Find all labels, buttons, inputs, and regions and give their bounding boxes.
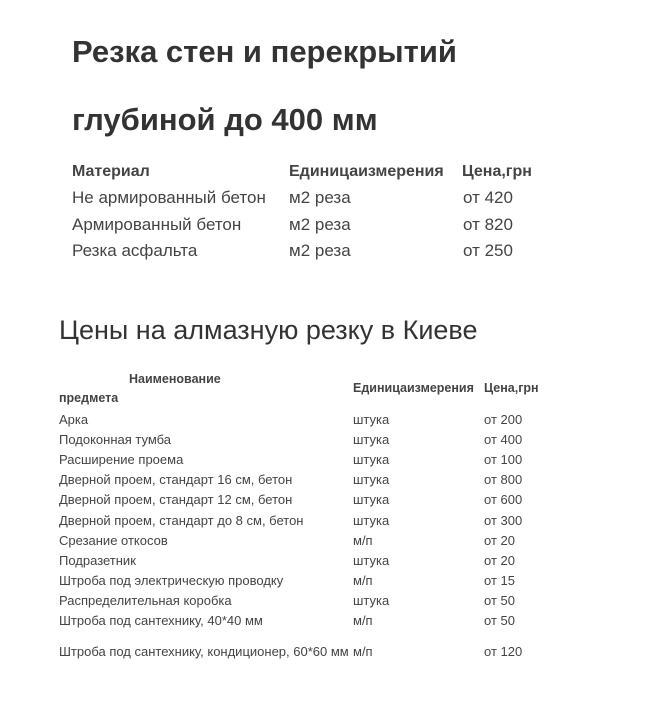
section1-title-line1: Резка стен и перекрытий <box>72 34 457 69</box>
cell-unit: м2 реза <box>289 188 351 208</box>
section1-title <box>72 18 632 154</box>
column-header-price: Цена,грн <box>484 381 539 395</box>
cell-unit: м/п <box>353 573 373 589</box>
cell-unit: штука <box>353 492 390 508</box>
table-row <box>72 185 553 212</box>
cell-price: от 50 <box>484 613 515 629</box>
cell-unit: штука <box>353 411 390 427</box>
cell-material: Армированный бетон <box>72 214 242 234</box>
table-row <box>59 490 574 510</box>
column-header-unit: Единицаизмерения <box>353 381 474 395</box>
cell-item: Срезание откосов <box>59 532 168 548</box>
table-row <box>59 510 574 530</box>
cell-item: Дверной проем, стандарт 16 см, бетон <box>59 472 293 488</box>
cell-unit: штука <box>353 512 390 528</box>
cell-price: от 200 <box>484 411 523 427</box>
cell-price: от 400 <box>484 431 523 447</box>
cell-price: от 20 <box>484 552 515 568</box>
cell-item: Арка <box>59 411 89 427</box>
table-row <box>59 429 574 449</box>
table-header-row <box>72 159 553 185</box>
column-header-material: Материал <box>72 163 150 180</box>
cell-unit: штука <box>353 552 390 568</box>
cell-unit: штука <box>353 451 390 467</box>
cell-unit: м/п <box>353 532 373 548</box>
cell-price: от 600 <box>484 492 523 508</box>
table-row <box>59 611 574 631</box>
wall-cutting-price-table <box>72 159 553 265</box>
cell-price: от 15 <box>484 573 515 589</box>
table-row <box>72 238 553 265</box>
table-row <box>59 530 574 550</box>
cell-material: Не армированный бетон <box>72 188 266 208</box>
cell-price: от 50 <box>484 593 515 609</box>
section1-title-line2: глубиной до 400 мм <box>72 102 378 137</box>
cell-price: от 20 <box>484 532 515 548</box>
cell-price: от 100 <box>484 451 523 467</box>
section2-title: Цены на алмазную резку в Киеве <box>59 315 478 345</box>
table-row <box>59 449 574 469</box>
table-row <box>59 470 574 490</box>
cell-item: Штроба под электрическую проводку <box>59 573 284 589</box>
cell-price: от 300 <box>484 512 523 528</box>
column-header-price: Цена,грн <box>462 163 532 180</box>
table-row <box>59 631 574 671</box>
cell-unit: м/п <box>353 613 373 629</box>
table-row <box>59 591 574 611</box>
cell-item: Расширение проема <box>59 451 184 467</box>
cell-item: Подразетник <box>59 552 136 568</box>
cell-item: Дверной проем, стандарт 12 см, бетон <box>59 492 293 508</box>
cell-price: от 820 <box>463 214 513 234</box>
cell-item: Подоконная тумба <box>59 431 172 447</box>
cell-unit: м2 реза <box>289 241 351 261</box>
cell-unit: м/п <box>353 643 373 659</box>
cell-price: от 250 <box>463 241 513 261</box>
cell-price: от 800 <box>484 472 523 488</box>
cell-price: от 120 <box>484 643 523 659</box>
cell-unit: штука <box>353 472 390 488</box>
cell-material: Резка асфальта <box>72 241 198 261</box>
cell-item: Распределительная коробка <box>59 593 232 609</box>
cell-unit: м2 реза <box>289 214 351 234</box>
table-row <box>59 550 574 570</box>
column-header-item <box>59 367 353 409</box>
column-header-item-line2: предмета <box>59 391 119 405</box>
table-row <box>72 212 553 239</box>
cell-unit: штука <box>353 593 390 609</box>
cell-price: от 420 <box>463 188 513 208</box>
column-header-unit: Единицаизмерения <box>289 163 444 180</box>
column-header-item-line1: Наименование <box>129 372 221 386</box>
cell-unit: штука <box>353 431 390 447</box>
table-row <box>59 571 574 591</box>
cell-item: Штроба под сантехнику, кондиционер, 60*60 мм <box>59 643 349 659</box>
cell-item: Дверной проем, стандарт до 8 см, бетон <box>59 512 304 528</box>
table-row <box>59 409 574 429</box>
cell-item: Штроба под сантехнику, 40*40 мм <box>59 613 263 629</box>
diamond-cutting-price-table <box>59 367 574 671</box>
table-header-row <box>59 367 574 409</box>
